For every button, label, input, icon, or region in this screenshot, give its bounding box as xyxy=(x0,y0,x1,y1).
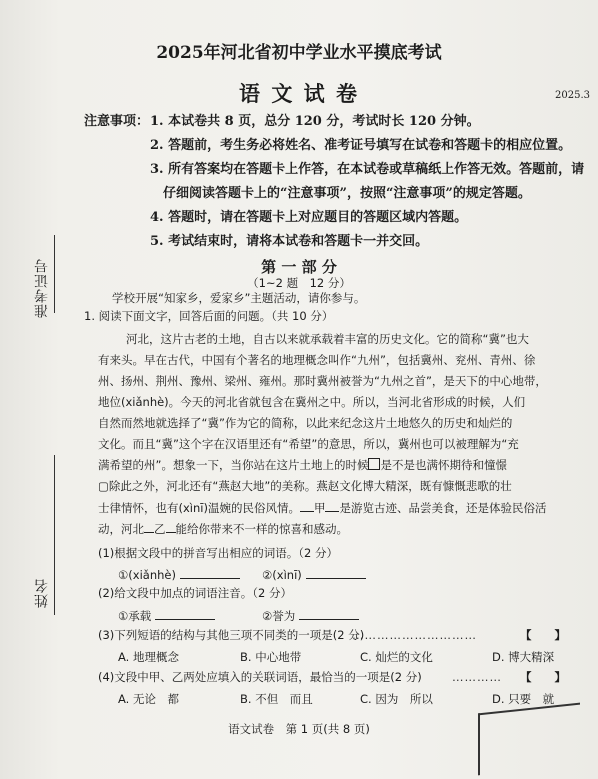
option-3a[interactable]: A. 地理概念 xyxy=(118,650,179,664)
q1-line7-head: 满希望的州”。想象一下，当你站在这片土地上的时候 xyxy=(98,458,369,472)
notes-item-4: 4. 答题时，请在答题卡上对应题目的答题区域内答题。 xyxy=(150,210,468,225)
option-3d[interactable]: D. 博大精深 xyxy=(492,650,555,664)
exam-subtitle: 语 文 试 卷 xyxy=(239,81,359,106)
blank-box xyxy=(368,458,380,470)
q1-passage-line: 河北，这片古老的土地，自古以来就承载着丰富的历史文化。它的简称“冀”也大 xyxy=(126,332,529,346)
option-4c[interactable]: C. 因为 所以 xyxy=(360,692,433,706)
option-4a[interactable]: A. 无论 都 xyxy=(118,692,179,706)
q1-passage-line: 文化。而且“冀”这个字在汉语里还有“希望”的意思，所以，冀州也可以被理解为“充 xyxy=(98,437,519,451)
q1-passage-line: 有来头。早在古代，中国有个著名的地理概念叫作“九州”，包括冀州、兖州、青州、徐 xyxy=(98,353,536,367)
answer-blank[interactable] xyxy=(180,566,240,579)
option-3b[interactable]: B. 中心地带 xyxy=(240,650,302,664)
q1-passage-line xyxy=(98,457,507,473)
page-footer: 语文试卷 第 1 页(共 8 页) xyxy=(228,722,370,736)
q1-passage-line: 自然而然地就选择了“冀”作为它的简称，以此来纪念这片土地悠久的历史和灿烂的 xyxy=(98,416,513,430)
name-label: 姓名 xyxy=(34,578,50,608)
q1-passage-line: 地位(xiǎnhè)。今天的河北省就包含在冀州之中。所以，当河北省形成的时候，人们 xyxy=(98,395,526,409)
q1-passage-line: 州、扬州、荆州、豫州、梁州、雍州。那时冀州被誉为“九州之首”，是天下的中心地带， xyxy=(98,374,547,388)
subq-2: (2)给文段中加点的词语注音。（2 分） xyxy=(98,586,293,600)
subq-3: (3)下列短语的结构与其他三项不同类的一项是(2 分) xyxy=(98,628,365,642)
q1-line9-tail: 是游览古迹、品尝美食，还是体验民俗活 xyxy=(339,501,547,515)
subq-4-bracket: 【 】 xyxy=(520,670,566,684)
q1-line9-head: 士律情怀，也有(xìnī)温婉的民俗风情。 xyxy=(98,501,300,515)
answer-blank[interactable] xyxy=(299,607,359,620)
dot-leader: ………… xyxy=(452,670,502,684)
notes-item-1: 1. 本试卷共 8 页，总分 120 分，考试时长 120 分钟。 xyxy=(150,114,480,129)
q1-stem: 1. 阅读下面文字，回答后面的问题。（共 10 分） xyxy=(84,309,334,323)
q1-line10-tail: 能给你带来不一样的惊喜和感动。 xyxy=(175,522,348,536)
q1-line7-tail: 是不是也满怀期待和憧憬 xyxy=(380,458,507,472)
section-intro: 学校开展“知家乡，爱家乡”主题活动，请你参与。 xyxy=(112,291,366,305)
q1-passage-line: ▢除此之外，河北还有“燕赵大地”的美称。燕赵文化博大精深，既有慷慨悲歌的壮 xyxy=(98,479,512,493)
exam-id-label: 准考证号 xyxy=(34,258,50,318)
section-range: （1~2 题 12 分） xyxy=(247,276,351,290)
q1-passage-line xyxy=(98,499,546,516)
option-4b[interactable]: B. 不但 而且 xyxy=(240,692,313,706)
fill-jia: 甲 xyxy=(313,501,326,515)
subq-3-bracket: 【 】 xyxy=(520,628,566,642)
page-fold-corner xyxy=(478,703,580,776)
name-line xyxy=(54,455,55,615)
notes-item-3: 3. 所有答案均在答题卡上作答，在本试卷或草稿纸上作答无效。答题前，请 xyxy=(150,162,585,177)
subq-2a: ①承载 xyxy=(118,607,215,623)
notes-item-3-cont: 仔细阅读答题卡上的“注意事项”，按照“注意事项”的规定答题。 xyxy=(163,186,531,201)
notes-label: 注意事项： xyxy=(84,114,150,129)
subq-1: (1)根据文段中的拼音写出相应的词语。（2 分） xyxy=(98,546,339,560)
fill-yi: 乙 xyxy=(154,522,166,536)
answer-blank[interactable] xyxy=(155,607,215,620)
q1-passage-line xyxy=(98,520,348,537)
subq-1b: ②(xìnī) xyxy=(262,566,366,582)
option-4d[interactable]: D. 只要 就 xyxy=(492,692,555,706)
option-3c[interactable]: C. 灿烂的文化 xyxy=(360,650,433,664)
dot-leader: ………………………… xyxy=(352,628,477,642)
answer-blank[interactable] xyxy=(306,566,366,579)
subq-4: (4)文段中甲、乙两处应填入的关联词语，最恰当的一项是(2 分) xyxy=(98,670,422,684)
subq-1a: ①(xiǎnhè) xyxy=(118,566,240,582)
subq-2b: ②誉为 xyxy=(262,607,359,623)
exam-title: 2025年河北省初中学业水平摸底考试 xyxy=(156,43,442,63)
notes-item-5: 5. 考试结束时，请将本试卷和答题卡一并交回。 xyxy=(150,234,429,249)
q1-line10-head: 动，河北 xyxy=(98,522,144,536)
exam-date: 2025.3 xyxy=(555,90,590,101)
notes-item-2: 2. 答题前，考生务必将姓名、准考证号填写在试卷和答题卡的相应位置。 xyxy=(150,138,572,153)
section-title: 第 一 部 分 xyxy=(261,258,337,276)
